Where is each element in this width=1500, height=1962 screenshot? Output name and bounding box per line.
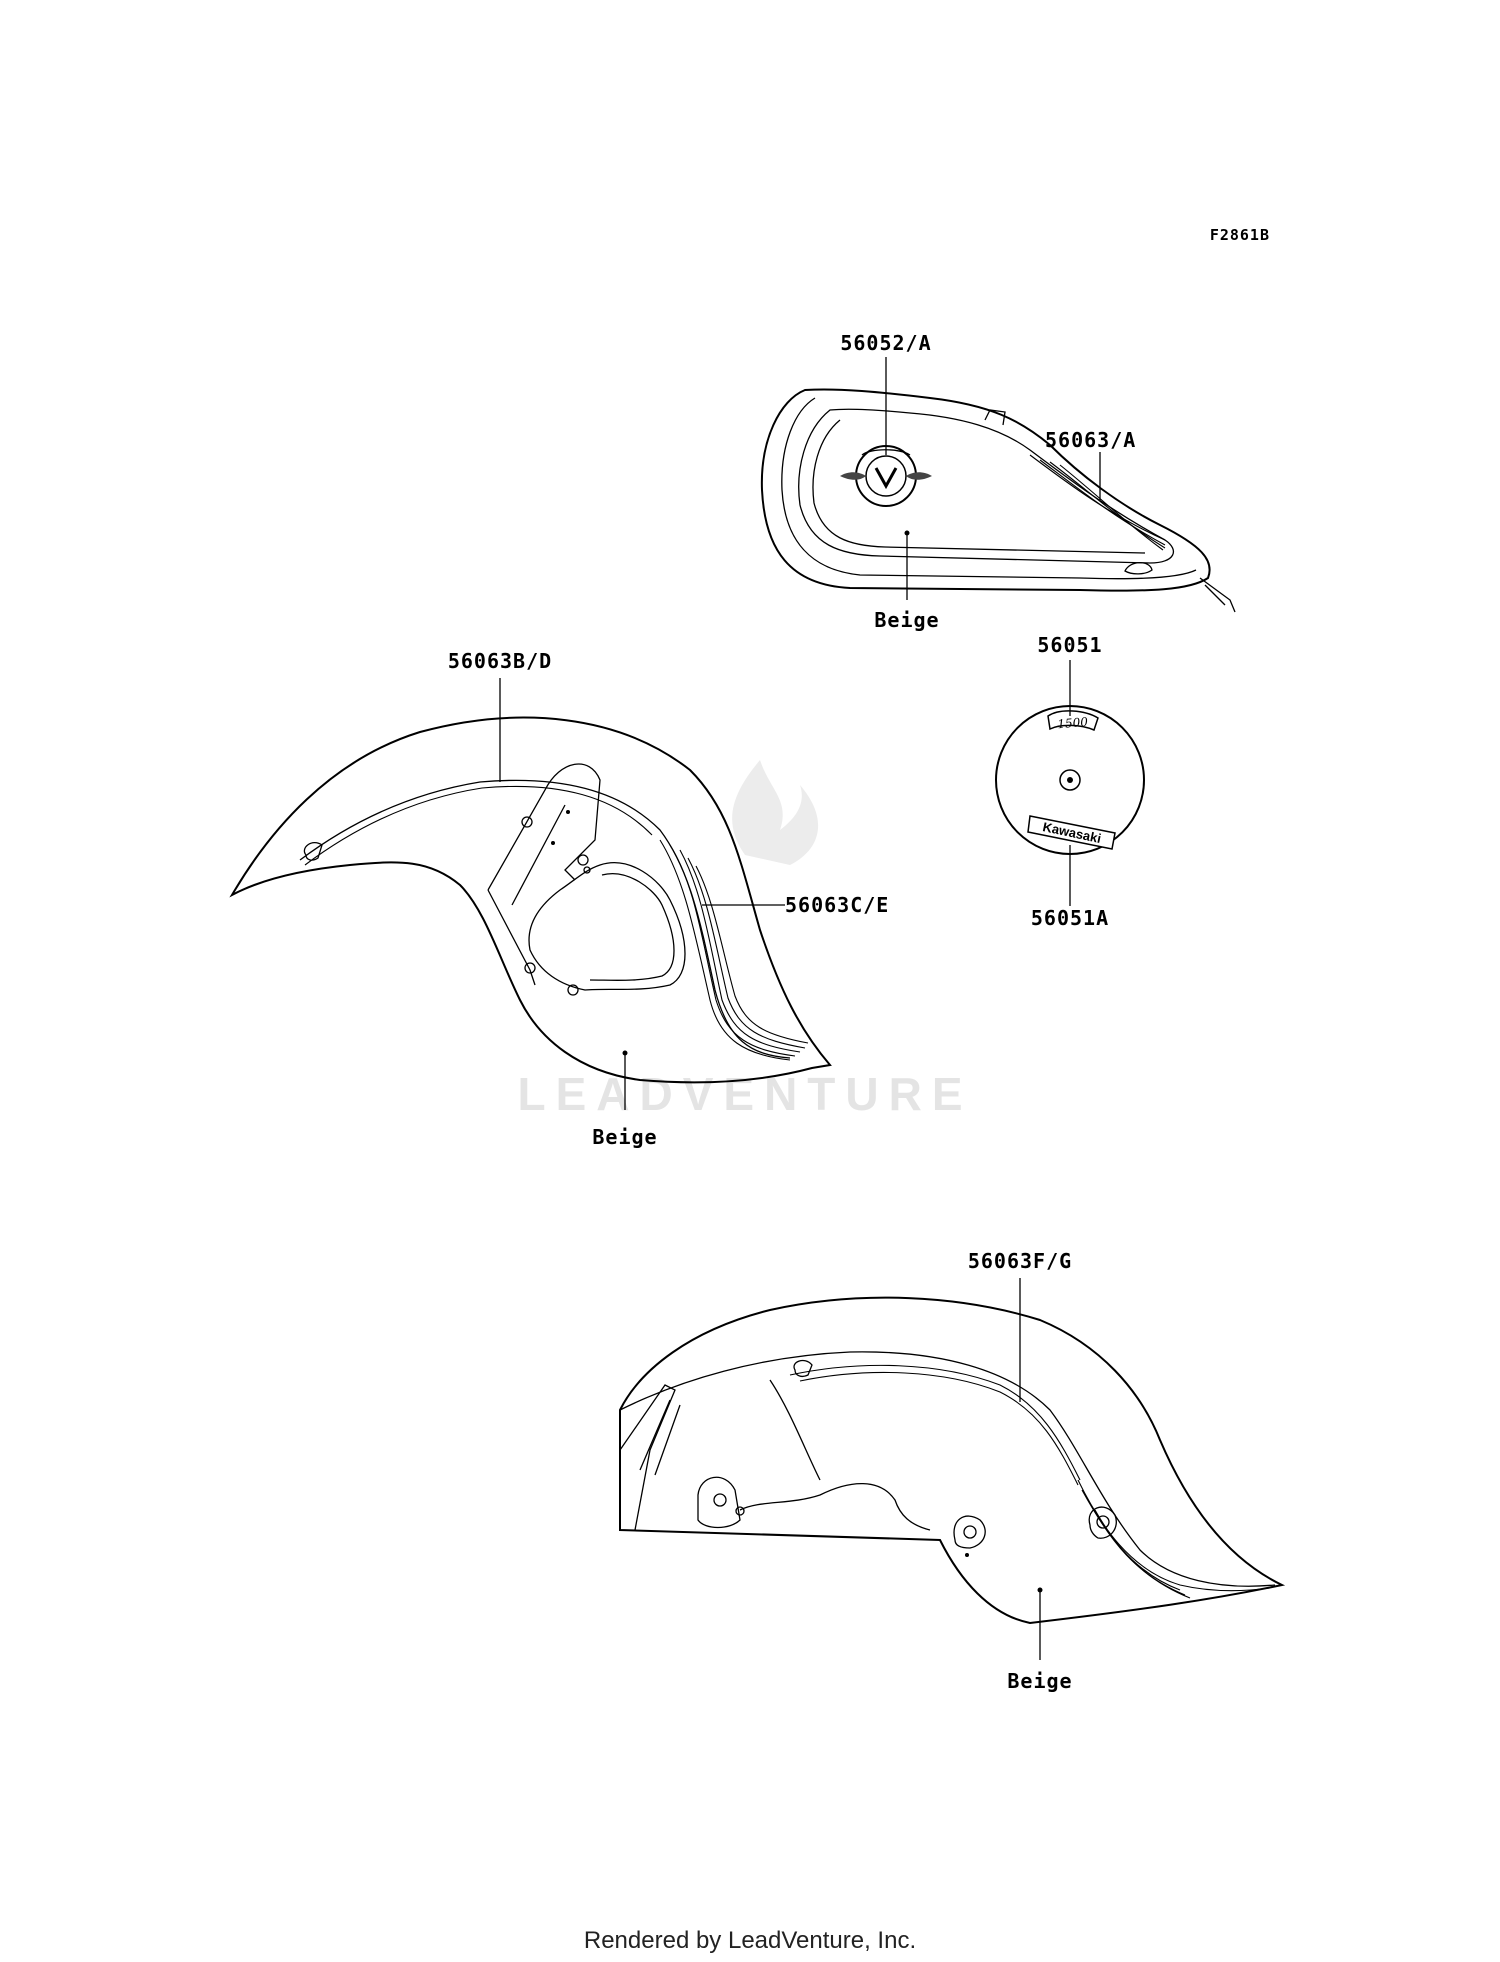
rear-fender-left-panel-line (655, 1405, 680, 1475)
fork-bracket-lower (488, 890, 535, 985)
rear-fender-stripe-edge (620, 1352, 1275, 1586)
label-front-fender-stripe-2: 56063C/E (785, 893, 890, 917)
label-rear-fender-color: Beige (1007, 1669, 1073, 1693)
rear-fender-bolt-boss (954, 1516, 985, 1548)
tank-fuel-line (1205, 585, 1225, 605)
front-fender-stripe-line (305, 786, 652, 865)
label-tank-emblem: 56052/A (840, 331, 932, 355)
label-badge-bottom: 56051A (1030, 906, 1110, 930)
fork-bracket-outline (488, 764, 600, 890)
footer-credit: Rendered by LeadVenture, Inc. (583, 1927, 917, 1954)
rear-fender-hole (964, 1526, 976, 1538)
front-fender (232, 718, 830, 1083)
badge-kawasaki-text: Kawasaki (1041, 819, 1103, 847)
rear-fender-inner-arc (740, 1484, 930, 1530)
fork-bracket-edge (512, 805, 565, 905)
label-front-fender-color: Beige (592, 1125, 658, 1149)
emblem-inner-ring (866, 456, 906, 496)
front-fender-rivet (566, 810, 570, 814)
rear-fender-bracket (698, 1477, 740, 1527)
front-fender-outline (232, 718, 830, 1083)
rear-fender-inner-edge (770, 1380, 820, 1480)
fuel-tank (762, 389, 1235, 612)
label-badge-top: 56051 (1037, 633, 1103, 657)
front-fender-hole (578, 855, 588, 865)
tank-tail-mark (1125, 563, 1152, 574)
label-tank-color: Beige (874, 608, 940, 632)
rear-fender-rivet (965, 1553, 969, 1557)
front-fender-stripe-line (670, 845, 795, 1056)
badge-1500-text: 1500 (1056, 714, 1089, 732)
watermark-flame-icon (732, 760, 818, 865)
rear-fender-stripe-line (790, 1365, 1080, 1480)
rear-fender-stripe-line (1082, 1490, 1180, 1590)
rear-fender-hole (714, 1494, 726, 1506)
rear-fender-callouts (968, 1249, 1073, 1693)
side-cover-badge (996, 706, 1144, 854)
diagram-code: F2861B (1209, 226, 1270, 244)
rear-fender-left-panel-line (640, 1400, 670, 1470)
front-fender-slot (304, 843, 322, 861)
front-fender-rivet (551, 841, 555, 845)
rear-fender (620, 1298, 1282, 1623)
rear-fender-hole (736, 1507, 744, 1515)
leadventure-watermark (517, 760, 972, 1120)
rear-fender-hole (1097, 1516, 1109, 1528)
rear-fender-stripe-line (800, 1372, 1078, 1485)
rear-fender-stripe-line (1088, 1500, 1185, 1595)
rear-fender-stripe-line (1078, 1480, 1270, 1591)
rear-fender-outline (620, 1298, 1282, 1623)
tank-fuel-line (1200, 578, 1235, 612)
front-fender-stripe-upper (300, 780, 790, 1058)
rear-fender-slot (794, 1361, 812, 1377)
front-fender-panel-inner (590, 874, 674, 981)
label-front-fender-stripe: 56063B/D (447, 649, 553, 673)
label-rear-fender-stripe: 56063F/G (967, 1249, 1073, 1273)
front-fender-panel-cutout (529, 863, 685, 990)
label-tank-stripe: 56063/A (1045, 428, 1137, 452)
badge-center-point (1067, 777, 1073, 783)
front-fender-stripe-line (660, 840, 790, 1060)
watermark-text: LEADVENTURE (517, 1068, 973, 1120)
